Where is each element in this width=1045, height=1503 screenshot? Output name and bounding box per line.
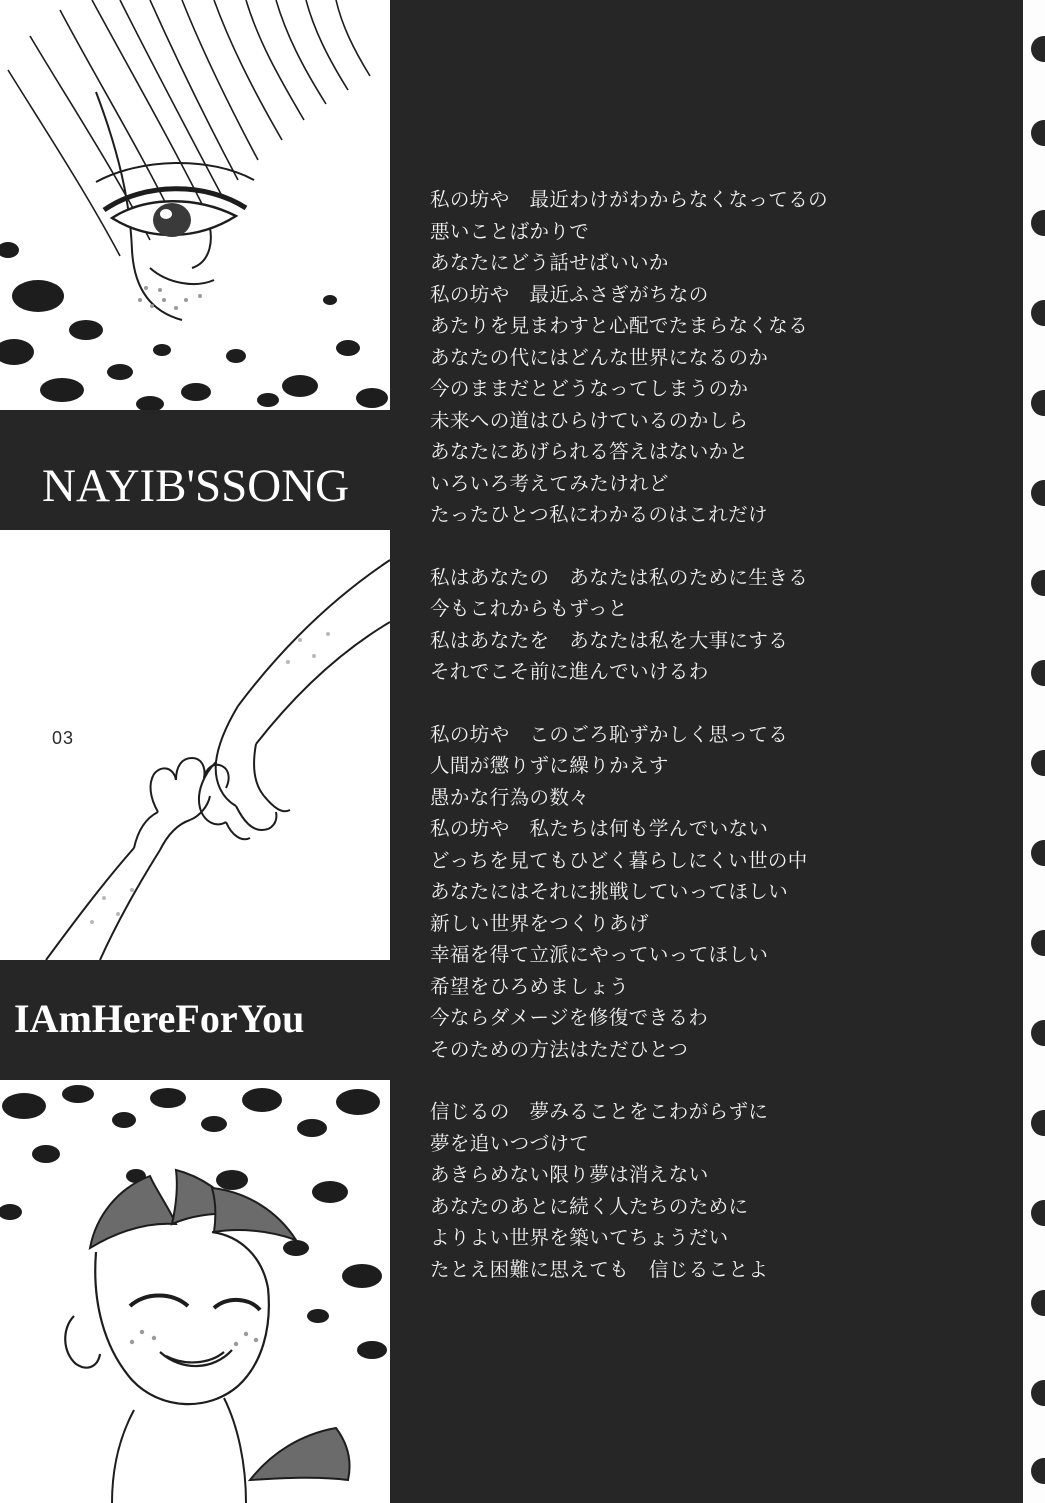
lyric-line: 私の坊や このごろ恥ずかしく思ってる [430,722,789,746]
lyrics-stanza-4 [430,1096,1010,1285]
page-edge-strip [1023,0,1045,1503]
lyric-line: 愚かな行為の数々 [430,785,590,809]
lyric-line: 希望をひろめましょう [430,974,630,998]
artwork-column [0,0,390,1503]
lyric-line: 信じるの 夢みることをこわがらずに [430,1100,769,1123]
song-title-1: NAYIB'SSONG [42,460,350,513]
song-title-2: IAmHereForYou [14,995,305,1041]
lyric-line: 私の坊や 最近ふさぎがちなの [430,282,709,306]
manga-panel-character [0,1080,390,1503]
lyric-line: あなたにあげられる答えはないかと [430,440,749,463]
lyric-line: そのための方法はただひとつ [430,1037,689,1061]
lyric-line: よりよい世界を築いてちょうだい [430,1226,729,1249]
manga-panel-face [0,0,390,410]
lyric-line: 新しい世界をつくりあげ [430,911,649,935]
page-number: 03 [52,728,75,748]
lyric-line: 今もこれからもずっと [430,597,628,620]
lyric-line: 私の坊や 最近わけがわからなくなってるの [430,188,829,211]
lyric-line: いろいろ考えてみたけれど [430,471,669,495]
lyric-line: どっちを見てもひどく暮らしにくい世の中 [430,848,808,872]
lyric-line: あなたにはそれに挑戦していってほしい [430,880,789,903]
lyrics-block [430,184,1010,1316]
lyric-line: 夢を追いつづけて [430,1131,590,1155]
lyric-line: 今のままだとどうなってしまうのか [430,377,749,400]
lyric-line: あきらめない限り夢は消えない [430,1163,709,1186]
lyric-line: あなたの代にはどんな世界になるのか [430,345,769,369]
lyric-line: たとえ困難に思えても 信じることよ [430,1257,769,1281]
lyric-line: 幸福を得て立派にやっていってほしい [430,943,769,966]
lyrics-stanza-3 [430,719,1010,1066]
lyric-line: あなたのあとに続く人たちのために [430,1194,749,1218]
lyric-line: あたりを見まわすと心配でたまらなくなる [430,314,809,337]
lyric-line: 未来への道はひらけているのかしら [430,408,749,432]
lyric-line: たったひとつ私にわかるのはこれだけ [430,503,768,526]
lyric-line: あなたにどう話せばいいか [430,251,669,274]
lyric-line: 私はあなたの あなたは私のために生きる [430,565,809,589]
lyric-line: 悪いことばかりで [430,219,590,243]
lyrics-stanza-1 [430,184,1010,531]
lyric-line: 今ならダメージを修復できるわ [430,1006,709,1029]
lyric-line: それでこそ前に進んでいけるわ [430,660,709,683]
lyric-line: 私はあなたを あなたは私を大事にする [430,628,789,652]
lyric-line: 人間が懲りずに繰りかえす [430,754,669,777]
lyric-line: 私の坊や 私たちは何も学んでいない [430,817,769,840]
lyrics-stanza-2 [430,562,1010,688]
